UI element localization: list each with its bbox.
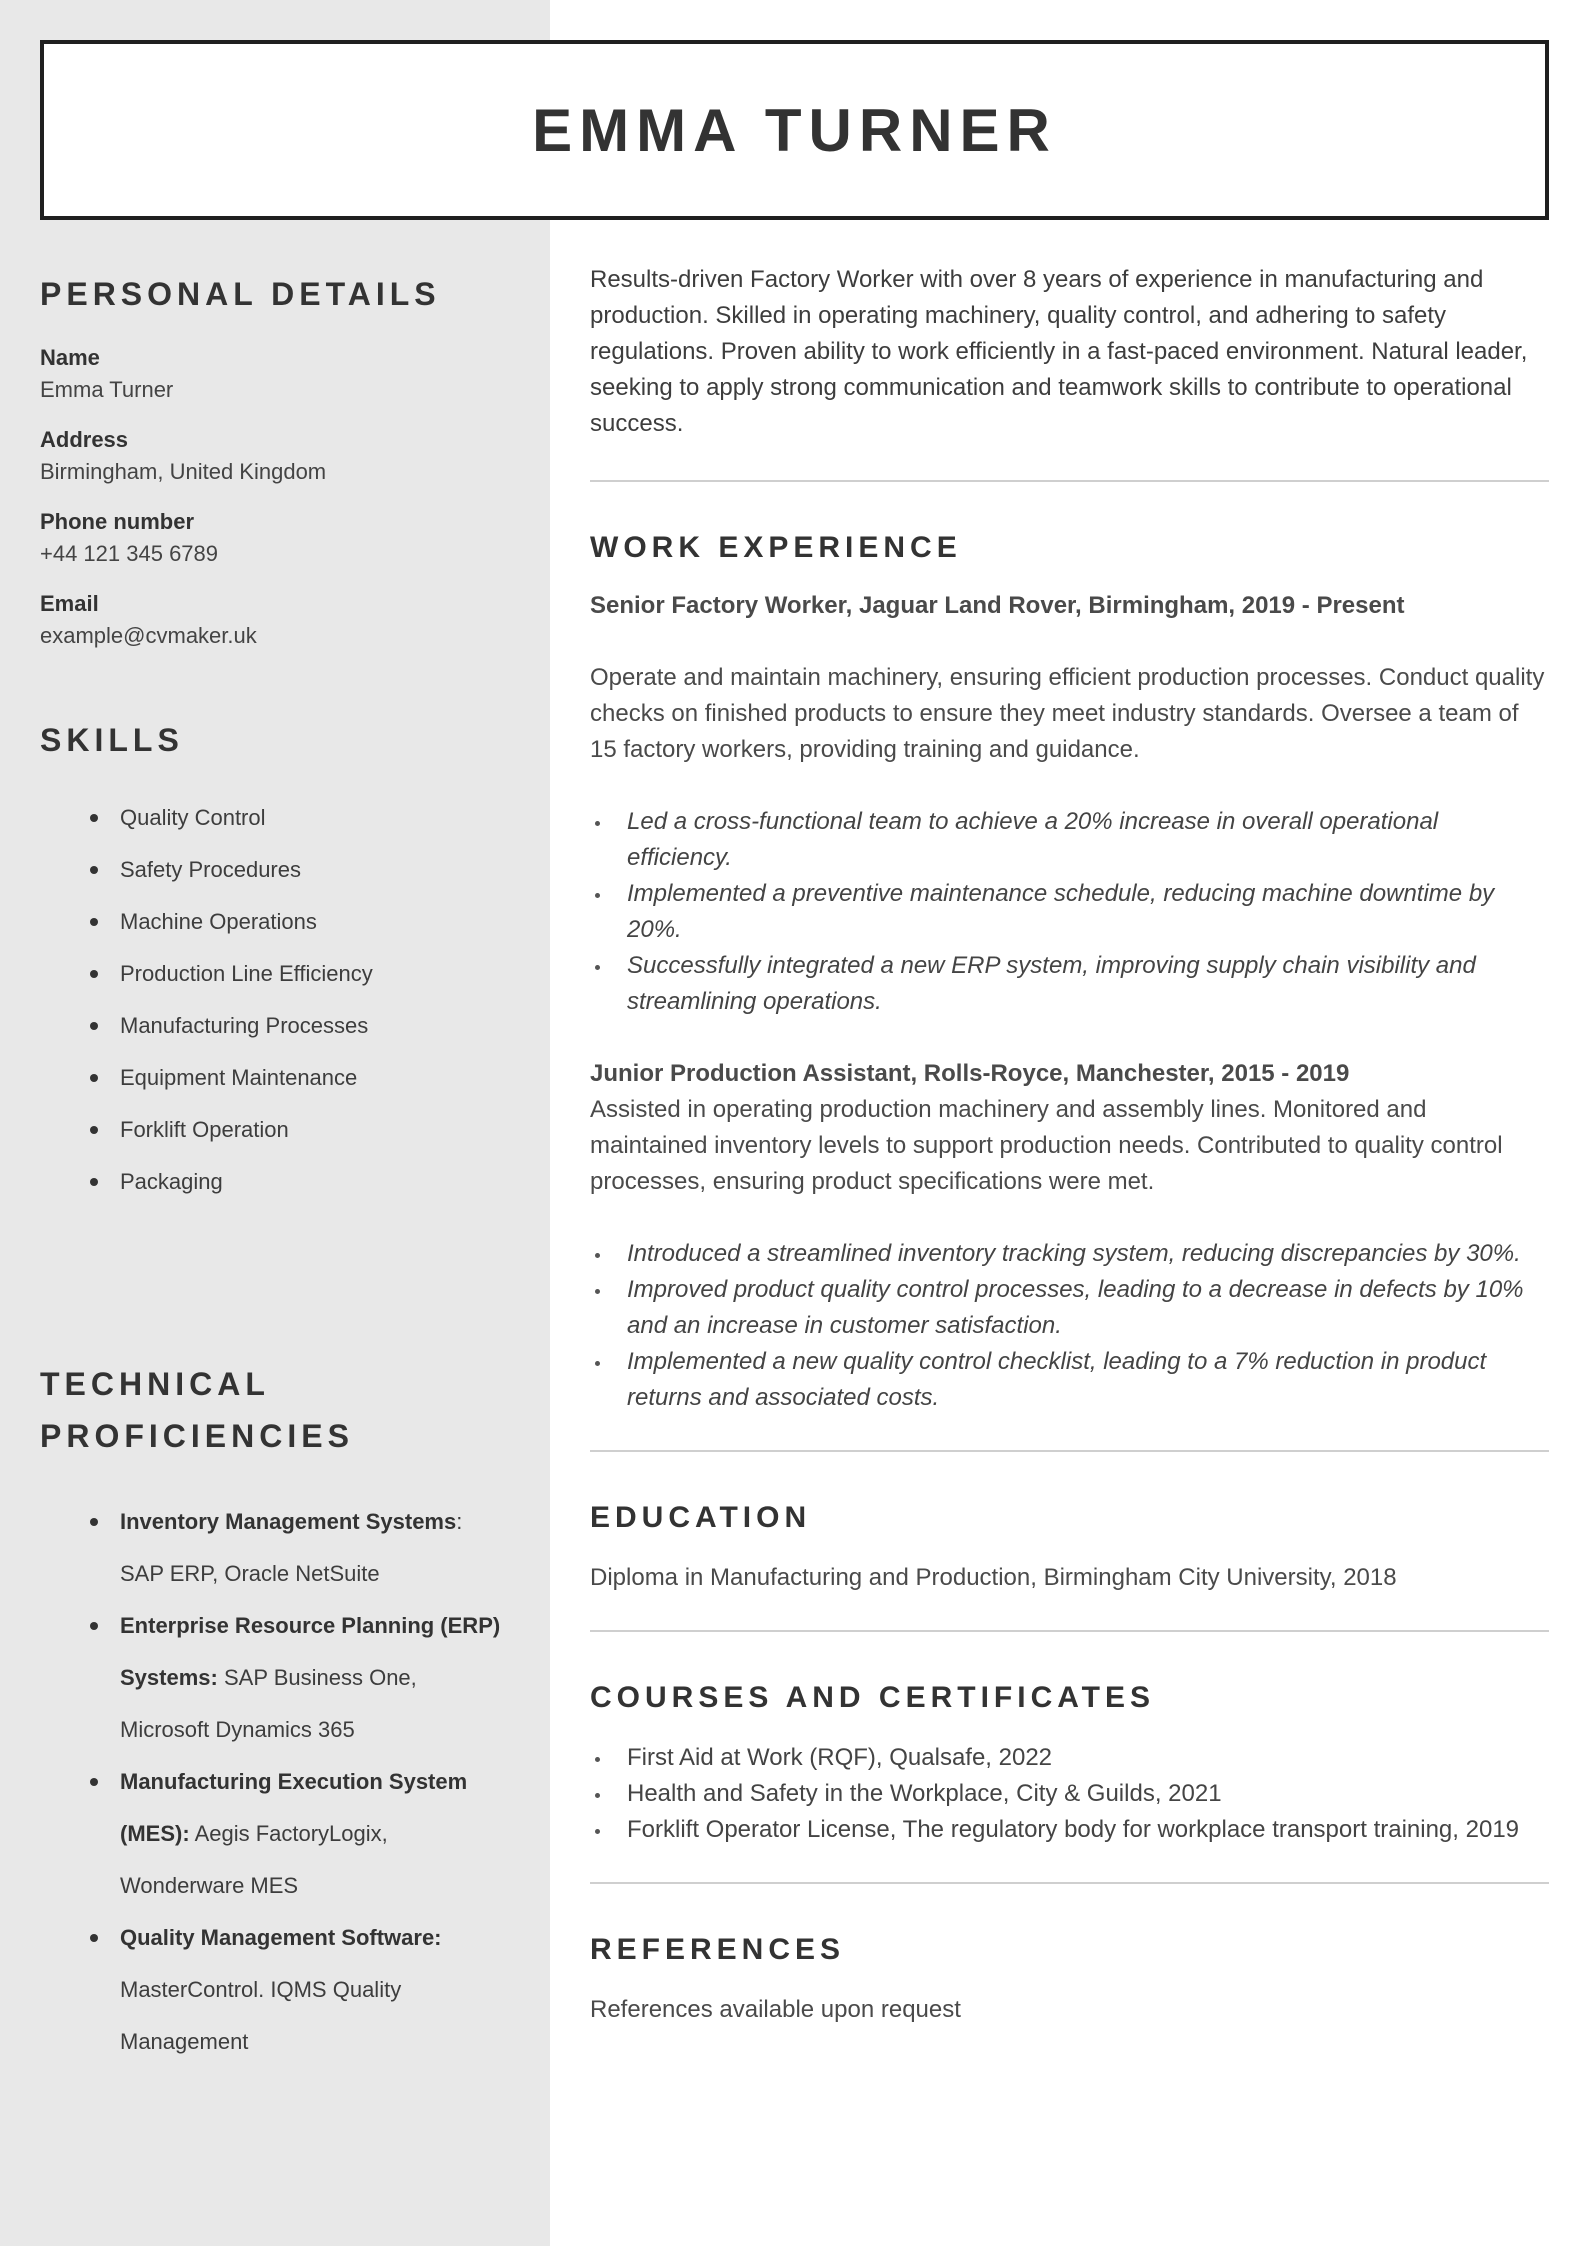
skill-item: Machine Operations: [40, 896, 510, 948]
skill-item: Production Line Efficiency: [40, 948, 510, 1000]
section-divider: [590, 1450, 1549, 1452]
technical-proficiencies-section: [40, 1358, 510, 2068]
candidate-name: EMMA TURNER: [532, 96, 1057, 164]
detail-address: [40, 424, 510, 488]
profile-summary: Results-driven Factory Worker with over 8 years of experience in manufacturing and production. Skilled in operating machinery, quality control, and adhering to safety regulations. Proven ability to work efficiently in a fast-paced environment. Natural leader, seeking to apply strong communication and teamwork skills to contribute to operational success.: [590, 266, 1528, 437]
personal-details-list: [40, 342, 510, 652]
job-description: Assisted in operating production machinery and assembly lines. Monitored and maintained inventory levels to support production needs. Contributed to quality control processes, ensuring product specifications were met.: [590, 1096, 1503, 1195]
skill-item: Quality Control: [40, 792, 510, 844]
technical-item-detail: Aegis FactoryLogix, Wonderware MES: [120, 1821, 388, 1898]
technical-item: [40, 1912, 510, 2068]
skill-item: Equipment Maintenance: [40, 1052, 510, 1104]
job-achievements: [590, 804, 1549, 1020]
references-text: References available upon request: [590, 1996, 961, 2023]
detail-label: Name: [40, 345, 100, 370]
technical-item-name: Inventory Management Systems: [120, 1509, 457, 1534]
detail-label: Email: [40, 591, 99, 616]
education-heading: EDUCATION: [590, 1501, 812, 1534]
personal-details-heading: PERSONAL DETAILS: [40, 276, 441, 312]
skill-item: Packaging: [40, 1156, 510, 1208]
name-header: [40, 40, 1549, 220]
technical-item-detail: SAP ERP, Oracle NetSuite: [120, 1561, 380, 1586]
work-experience-section: [590, 528, 1549, 1416]
education-entry: Diploma in Manufacturing and Production, Birmingham City University, 2018: [590, 1564, 1397, 1591]
skill-item: Forklift Operation: [40, 1104, 510, 1156]
course-item: First Aid at Work (RQF), Qualsafe, 2022: [590, 1740, 1549, 1776]
achievement-item: Implemented a new quality control checklist, leading to a 7% reduction in product returns and associated costs.: [590, 1344, 1549, 1416]
technical-item-name: Quality Management Software:: [120, 1925, 442, 1950]
technical-heading-line2: PROFICIENCIES: [40, 1418, 354, 1454]
detail-value: +44 121 345 6789: [40, 541, 219, 566]
section-divider: [590, 1882, 1549, 1884]
job-entry: [590, 1056, 1549, 1416]
detail-label: Address: [40, 427, 129, 452]
technical-item-detail: SAP Business One, Microsoft Dynamics 365: [120, 1665, 417, 1742]
skills-section: [40, 714, 510, 1208]
technical-item: [40, 1600, 510, 1756]
skill-item: Safety Procedures: [40, 844, 510, 896]
technical-heading: [40, 1358, 510, 1462]
technical-item: [40, 1496, 510, 1600]
technical-heading-line1: TECHNICAL: [40, 1366, 270, 1402]
achievement-item: Improved product quality control processes, leading to a decrease in defects by 10% and an increase in customer satisfaction.: [590, 1272, 1549, 1344]
detail-email: [40, 588, 510, 652]
technical-item-name: Enterprise Resource Planning (ERP) Systems:: [120, 1613, 501, 1690]
course-item: Forklift Operator License, The regulatory body for workplace transport training, 2019: [590, 1812, 1549, 1848]
achievement-item: Introduced a streamlined inventory tracking system, reducing discrepancies by 30%.: [590, 1236, 1549, 1272]
courses-heading: COURSES AND CERTIFICATES: [590, 1681, 1156, 1714]
detail-value: example@cvmaker.uk: [40, 623, 257, 648]
technical-item: [40, 1756, 510, 1912]
detail-name: [40, 342, 510, 406]
courses-section: [590, 1678, 1549, 1848]
technical-item-detail: MasterControl. IQMS Quality Management: [120, 1977, 402, 2054]
technical-item-name: Manufacturing Execution System (MES):: [120, 1769, 468, 1846]
detail-label: Phone number: [40, 509, 195, 534]
detail-phone: [40, 506, 510, 570]
skill-item: Manufacturing Processes: [40, 1000, 510, 1052]
job-entry: [590, 588, 1549, 1020]
skills-list: [40, 792, 510, 1208]
job-title: Senior Factory Worker, Jaguar Land Rover, Birmingham, 2019 - Present: [590, 592, 1405, 619]
detail-value: Birmingham, United Kingdom: [40, 459, 327, 484]
job-achievements: [590, 1236, 1549, 1416]
job-title: Junior Production Assistant, Rolls-Royce, Manchester, 2015 - 2019: [590, 1060, 1350, 1087]
references-section: [590, 1930, 1549, 2028]
sidebar: [40, 268, 510, 2068]
work-experience-heading: WORK EXPERIENCE: [590, 531, 962, 564]
job-description: Operate and maintain machinery, ensuring efficient production processes. Conduct quality checks on finished products to ensure they meet industry standards. Oversee a team of 15 factory workers, providing training and guidance.: [590, 664, 1545, 763]
detail-value: Emma Turner: [40, 377, 174, 402]
section-divider: [590, 480, 1549, 482]
courses-list: [590, 1740, 1549, 1848]
skills-heading: SKILLS: [40, 722, 184, 758]
education-section: [590, 1498, 1549, 1596]
section-divider: [590, 1630, 1549, 1632]
references-heading: REFERENCES: [590, 1933, 846, 1966]
achievement-item: Successfully integrated a new ERP system, improving supply chain visibility and streamlining operations.: [590, 948, 1549, 1020]
course-item: Health and Safety in the Workplace, City & Guilds, 2021: [590, 1776, 1549, 1812]
technical-item-separator: :: [456, 1509, 463, 1534]
achievement-item: Led a cross-functional team to achieve a 20% increase in overall operational efficiency.: [590, 804, 1549, 876]
technical-list: [40, 1496, 510, 2068]
personal-details-section: [40, 268, 510, 652]
main-content: [590, 262, 1549, 2028]
achievement-item: Implemented a preventive maintenance schedule, reducing machine downtime by 20%.: [590, 876, 1549, 948]
